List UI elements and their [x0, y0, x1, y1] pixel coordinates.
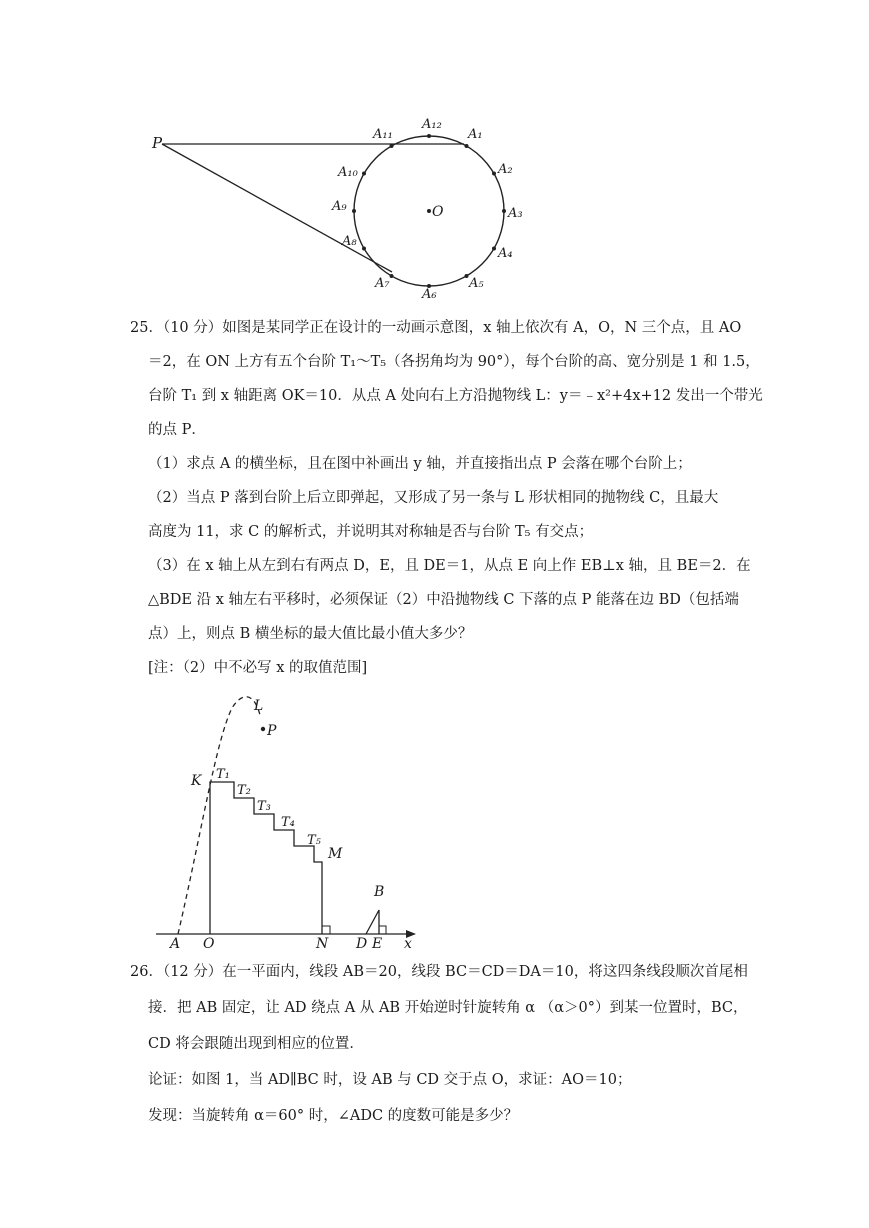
q25-part-3-line-2: △BDE 沿 x 轴左右平移时，必须保证（2）中沿抛物线 C 下落的点 P 能落在边 BD（包括端 [148, 592, 739, 608]
label-A3: A₃ [508, 206, 523, 221]
label-B: B [374, 884, 385, 900]
label-A4: A₄ [498, 246, 513, 261]
q25-line-2: ＝2，在 ON 上方有五个台阶 T₁～T₅（各拐角均为 90°），每个台阶的高、宽分别是 1 和 1.5， [148, 354, 760, 370]
label-L: L [254, 698, 264, 714]
label-A8: A₈ [342, 234, 357, 249]
label-T3: T₃ [257, 799, 271, 814]
q26-proof: 论证：如图 1，当 AD∥BC 时，设 AB 与 CD 交于点 O，求证：AO＝10； [148, 1072, 632, 1088]
q25-part-2-line-1: （2）当点 P 落到台阶上后立即弹起，又形成了另一条与 L 形状相同的抛物线 C，且最大 [148, 490, 719, 506]
right-angle-N [322, 926, 330, 934]
q25-line-4: 的点 P． [148, 422, 206, 438]
label-A5: A₅ [469, 276, 484, 291]
label-A7: A₇ [375, 276, 390, 291]
parabola-L [178, 697, 260, 934]
label-A11: A₁₁ [373, 127, 393, 142]
label-O: O [432, 204, 444, 220]
label-T4: T₄ [281, 815, 295, 830]
point-P [261, 727, 265, 731]
q25-part-2-line-2: 高度为 11，求 C 的解析式，并说明其对称轴是否与台阶 T₅ 有交点； [148, 524, 594, 540]
label-A12: A₁₂ [422, 117, 442, 132]
label-M: M [328, 846, 343, 862]
label-A2: A₂ [498, 162, 513, 177]
label-N: N [316, 936, 329, 950]
label-T1: T₁ [216, 767, 230, 782]
q25-note: [注：（2）中不必写 x 的取值范围] [148, 660, 368, 676]
triangle-BDE [366, 910, 379, 934]
figure-stairs-parabola [150, 690, 430, 950]
label-x: x [404, 936, 412, 950]
label-A10: A₁₀ [338, 165, 358, 180]
q26-line-1: 26．（12 分）在一平面内，线段 AB＝20，线段 BC＝CD＝DA＝10，将这四条线段顺次首尾相 [130, 964, 748, 980]
label-A: A [170, 936, 181, 950]
label-A9: A₉ [332, 199, 347, 214]
label-T2: T₂ [237, 783, 251, 798]
q25-part-3-line-3: 点）上，则点 B 横坐标的最大值比最小值大多少？ [148, 626, 473, 642]
q26-line-3: CD 将会跟随出现到相应的位置． [148, 1036, 364, 1052]
right-angle-E [379, 926, 386, 934]
q26-line-2: 接．把 AB 固定，让 AD 绕点 A 从 AB 开始逆时针旋转角 α （α＞0°）到某一位置时，BC， [148, 1000, 748, 1016]
label-T5: T₅ [307, 833, 321, 848]
label-P: P [152, 134, 163, 152]
q25-line-3: 台阶 T₁ 到 x 轴距离 OK＝10．从点 A 处向右上方沿抛物线 L：y＝﹣x²+4x+12 发出一个带光 [148, 388, 763, 404]
line-P-A7 [162, 144, 392, 272]
label-O2: O [203, 936, 215, 950]
q26-discovery: 发现：当旋转角 α＝60° 时，∠ADC 的度数可能是多少？ [148, 1108, 519, 1124]
figure-circle-diagram [140, 100, 540, 310]
center-point-O [427, 209, 431, 213]
q25-part-1: （1）求点 A 的横坐标，且在图中补画出 y 轴，并直接指出点 P 会落在哪个台阶上； [148, 456, 692, 472]
label-P2: P [267, 723, 277, 739]
label-A6: A₆ [422, 287, 437, 302]
q25-line-1: 25．（10 分）如图是某同学正在设计的一动画示意图，x 轴上依次有 A，O，N 三个点，且 AO [130, 320, 742, 336]
q25-part-3-line-1: （3）在 x 轴上从左到右有两点 D，E，且 DE＝1，从点 E 向上作 EB⊥x 轴，且 BE＝2．在 [148, 558, 751, 574]
label-D: D [356, 936, 368, 950]
label-A1: A₁ [468, 127, 483, 142]
label-E: E [372, 936, 383, 950]
label-K: K [191, 773, 202, 789]
